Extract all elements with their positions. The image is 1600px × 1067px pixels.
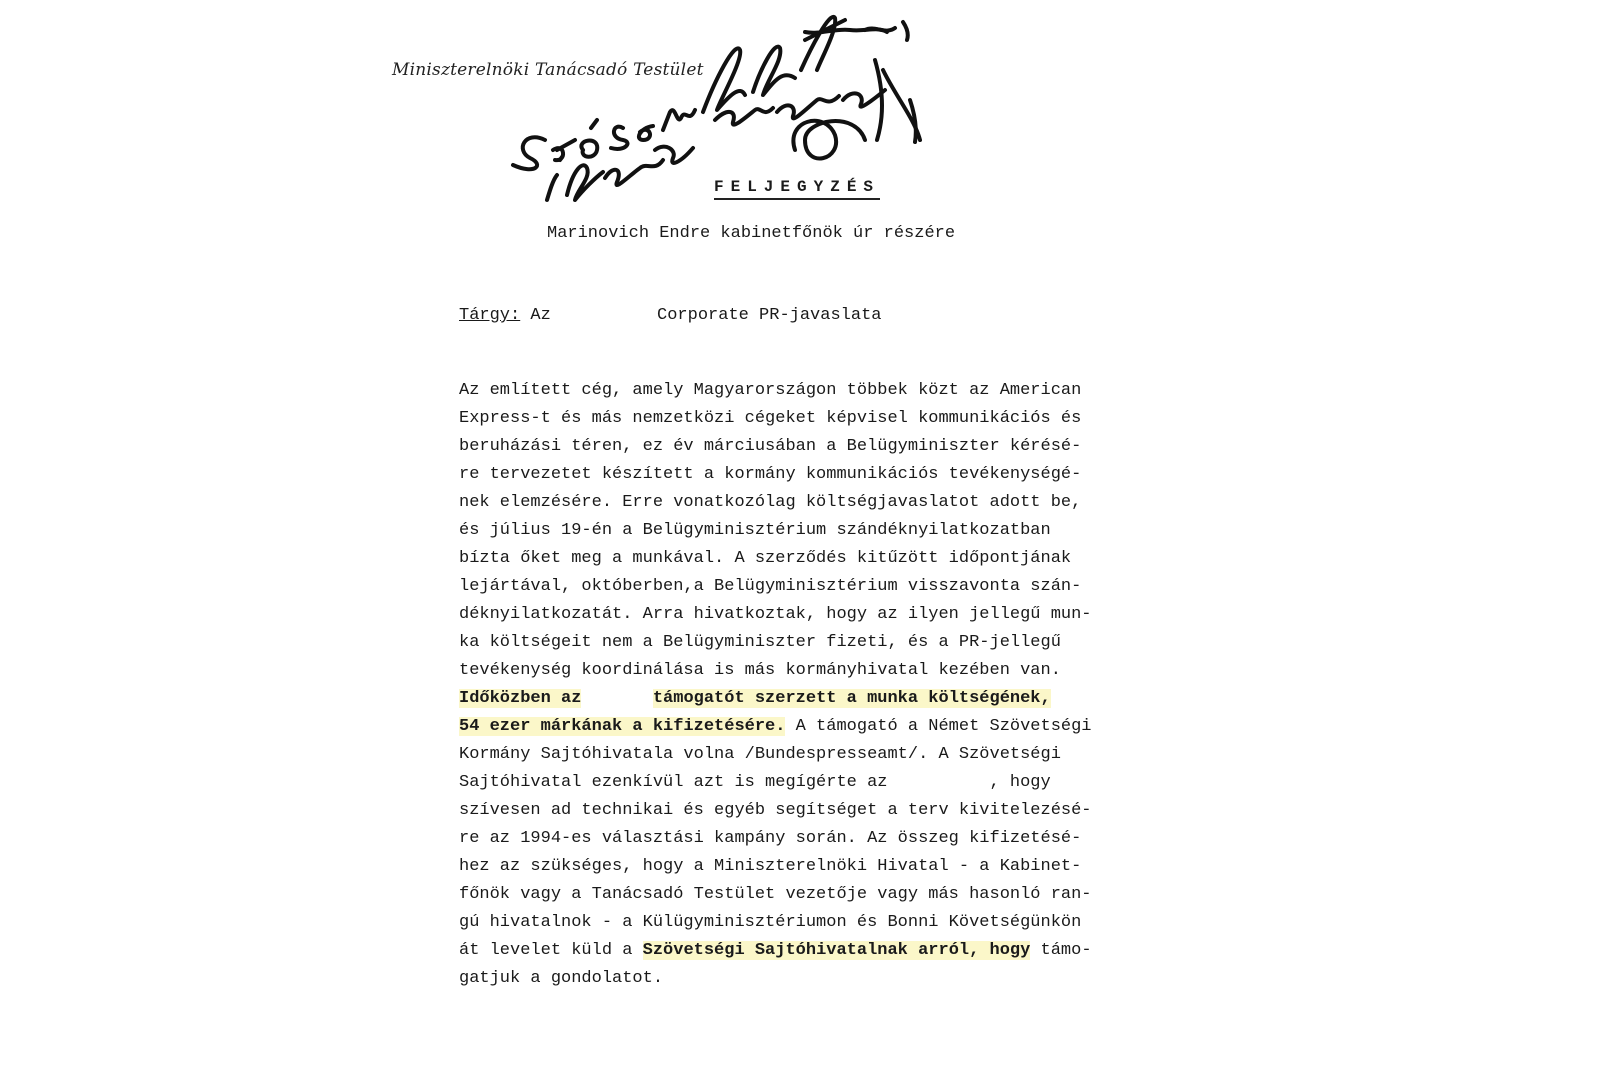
letterhead: Miniszterelnöki Tanácsadó Testület	[392, 60, 704, 80]
body-text-segment: támo-	[1030, 941, 1092, 960]
body-text-segment: re az 1994-es választási kampány során. Az összeg kifizetésé-	[459, 829, 1082, 848]
body-line	[459, 685, 1179, 713]
body-line	[459, 489, 1179, 517]
body-line	[459, 797, 1179, 825]
memo-body	[459, 377, 1179, 993]
subject-prefix: Az	[530, 306, 551, 325]
body-text-segment: re tervezetet készített a kormány kommunikációs tevékenységé-	[459, 465, 1082, 484]
body-text-segment	[581, 689, 652, 708]
recipient-line: Marinovich Endre kabinetfőnök úr részére	[547, 224, 956, 243]
body-line	[459, 825, 1179, 853]
body-text-segment: lejártával, októberben,a Belügyminisztérium visszavonta szán-	[459, 577, 1082, 596]
body-line	[459, 741, 1179, 769]
body-text-segment: és július 19-én a Belügyminisztérium szándéknyilatkozatban	[459, 521, 1051, 540]
body-text-segment: Sajtóhivatal ezenkívül azt is megígérte az	[459, 773, 888, 792]
subject-text: Corporate PR-javaslata	[657, 306, 882, 325]
body-text-segment: Express-t és más nemzetközi cégeket képvisel kommunikációs és	[459, 409, 1082, 428]
body-line	[459, 545, 1179, 573]
body-text-segment: déknyilatkozatát. Arra hivatkoztak, hogy az ilyen jellegű mun-	[459, 605, 1092, 624]
body-text-segment: gú hivatalnok - a Külügyminisztériumon és Bonni Követségünkön	[459, 913, 1082, 932]
body-line	[459, 573, 1179, 601]
body-text-segment: Az említett cég, amely Magyarországon többek közt az American	[459, 381, 1082, 400]
highlighted-text: 54 ezer márkának a kifizetésére.	[459, 717, 786, 736]
body-line	[459, 657, 1179, 685]
body-text-segment: ka költségeit nem a Belügyminiszter fizeti, és a PR-jellegű	[459, 633, 1061, 652]
body-line	[459, 965, 1179, 993]
highlighted-text: Időközben az	[459, 689, 582, 708]
highlighted-text: Szövetségi Sajtóhivatalnak arról, hogy	[642, 941, 1031, 960]
body-line	[459, 461, 1179, 489]
body-text-segment: beruházási téren, ez év márciusában a Belügyminiszter kérésé-	[459, 437, 1082, 456]
body-text-segment: A támogató a Német Szövetségi	[785, 717, 1092, 736]
body-line	[459, 601, 1179, 629]
body-line	[459, 937, 1179, 965]
body-text-segment: bízta őket meg a munkával. A szerződés kitűzött időpontjának	[459, 549, 1072, 568]
highlighted-text: támogatót szerzett a munka költségének,	[652, 689, 1051, 708]
body-text-segment: szívesen ad technikai és egyéb segítséget a terv kivitelezésé-	[459, 801, 1092, 820]
body-text-segment: tevékenység koordinálása is más kormányhivatal kezében van.	[459, 661, 1061, 680]
body-line	[459, 405, 1179, 433]
body-line	[459, 517, 1179, 545]
body-text-segment: Kormány Sajtóhivatala volna /Bundespresseamt/. A Szövetségi	[459, 745, 1061, 764]
body-line	[459, 433, 1179, 461]
body-text-segment: főnök vagy a Tanácsadó Testület vezetője vagy más hasonló ran-	[459, 885, 1092, 904]
document-title: FELJEGYZÉS	[714, 178, 880, 200]
body-text-segment: gatjuk a gondolatot.	[459, 969, 664, 988]
body-text-segment: hez az szükséges, hogy a Miniszterelnöki Hivatal - a Kabinet-	[459, 857, 1082, 876]
body-line	[459, 853, 1179, 881]
body-line	[459, 713, 1179, 741]
subject-line	[459, 306, 881, 325]
body-line	[459, 377, 1179, 405]
body-line	[459, 909, 1179, 937]
subject-label: Tárgy:	[459, 306, 521, 325]
body-line	[459, 769, 1179, 797]
body-text-segment: át levelet küld a	[459, 941, 643, 960]
body-text-segment: , hogy	[887, 773, 1051, 792]
body-text-segment: nek elemzésére. Erre vonatkozólag költségjavaslatot adott be,	[459, 493, 1082, 512]
body-line	[459, 881, 1179, 909]
body-line	[459, 629, 1179, 657]
